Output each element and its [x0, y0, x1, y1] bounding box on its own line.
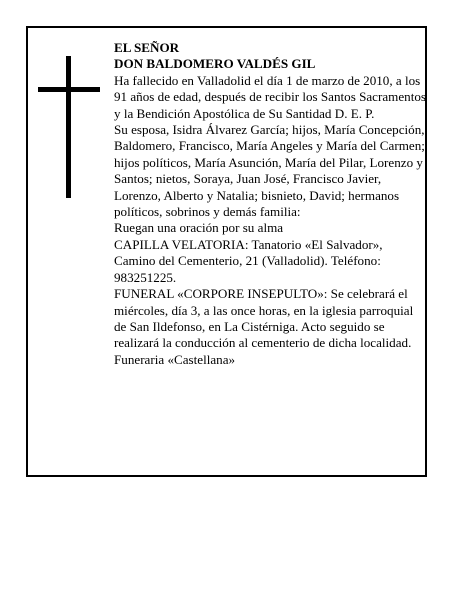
death-announcement: Ha fallecido en Valladolid el día 1 de marzo de 2010, a los 91 años de edad, después de recibir los Santos Sacramentos y la Bendición Apostólica de Su Santidad D. E. P.	[114, 72, 426, 121]
cross-horizontal-bar	[38, 87, 100, 92]
obituary-notice	[26, 26, 427, 477]
notice-text	[114, 40, 426, 368]
prayer-request: Ruegan una oración por su alma	[114, 220, 284, 236]
notice-title-line-2: DON BALDOMERO VALDÉS GIL	[114, 56, 316, 72]
notice-title-line-1: EL SEÑOR	[114, 40, 180, 55]
funeral-home: Funeraria «Castellana»	[114, 351, 236, 367]
funeral-info: FUNERAL «CORPORE INSEPULTO»: Se celebrará el miércoles, día 3, a las once horas, en la iglesia parroquial de San Ildefonso, en La Cistérniga. Acto seguido se realizará la conducción al cementerio de dicha localidad.	[114, 286, 414, 351]
wake-chapel-info: CAPILLA VELATORIA: Tanatorio «El Salvador», Camino del Cementerio, 21 (Valladolid). Teléfono: 983251225.	[114, 236, 383, 285]
family-list: Su esposa, Isidra Álvarez García; hijos, María Concepción, Baldomero, Francisco, María Angeles y María del Carmen; hijos políticos, María Asunción, María del Pilar, Lorenzo y Santos; nietos, Soraya, Juan José, Francisco Javier, Lorenzo, Alberto y Natalia; bisnieto, David; hermanos políticos, sobrinos y demás familia:	[114, 122, 425, 220]
cross-vertical-bar	[66, 56, 71, 198]
